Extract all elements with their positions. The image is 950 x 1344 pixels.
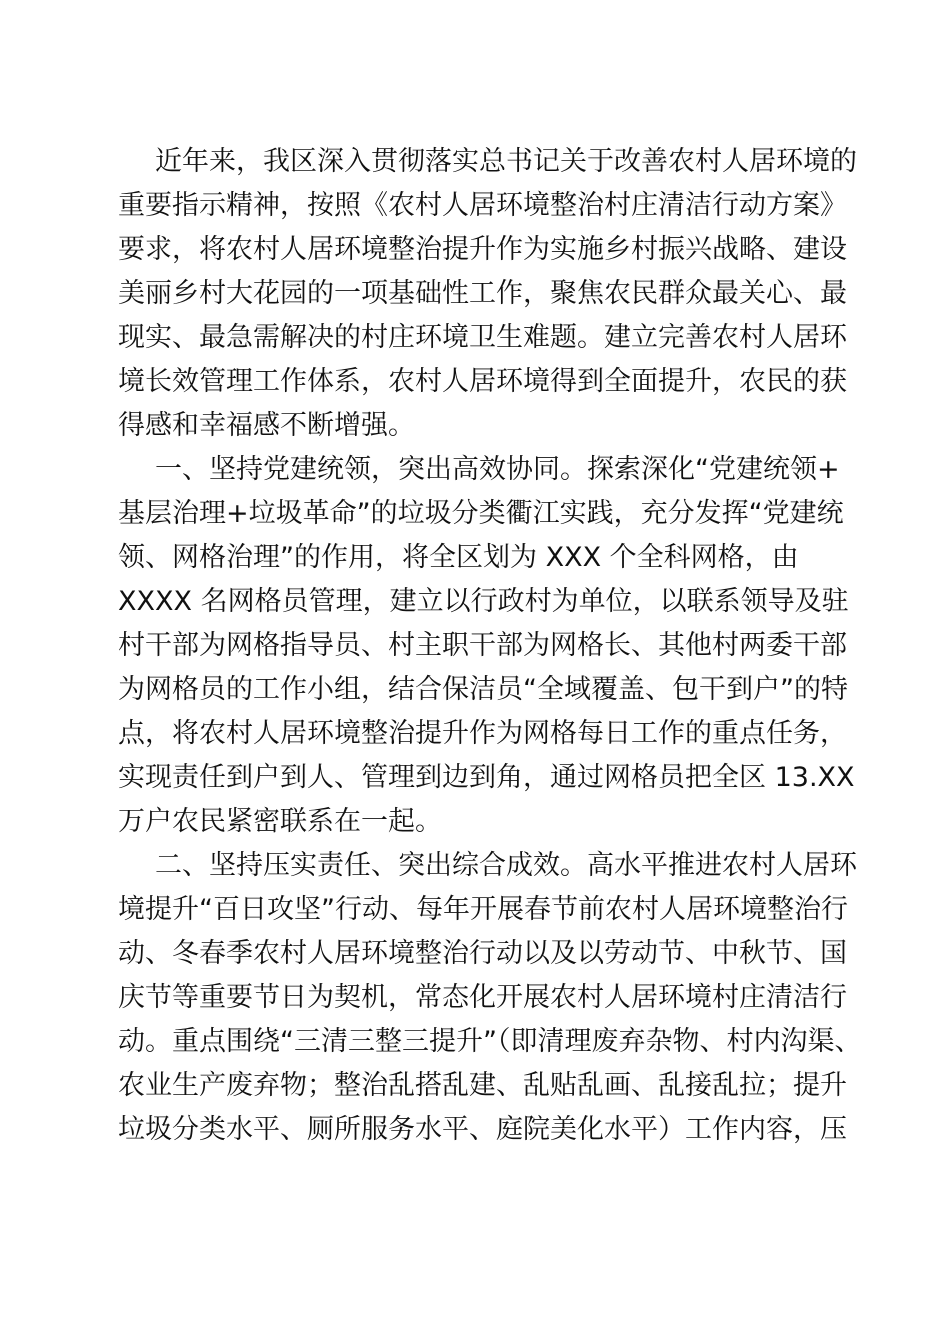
line-text: 村干部为网格指导员、村主职干部为网格长、其他村两委干部 [118, 630, 847, 661]
line-text: XXXX 名网格员管理，建立以行政村为单位，以联系领导及驻 [118, 586, 849, 617]
line-text: 实现责任到户到人、管理到边到角，通过网格员把全区 13.XX [118, 762, 855, 793]
paragraph-3-line-4 [0, 976, 950, 1020]
paragraph-2-line-9 [0, 800, 950, 844]
line-text: 近年来，我区深入贯彻落实总书记关于改善农村人居环境的 [155, 146, 857, 177]
paragraph-2-line-2 [0, 492, 950, 536]
line-text: 境长效管理工作体系，农村人居环境得到全面提升，农民的获 [118, 366, 847, 397]
line-text: 一、坚持党建统领，突出高效协同。探索深化“党建统领+ [155, 454, 840, 485]
line-text: 境提升“百日攻坚”行动、每年开展春节前农村人居环境整治行 [118, 894, 848, 925]
line-text: 要求，将农村人居环境整治提升作为实施乡村振兴战略、建设 [118, 234, 847, 265]
paragraph-3-line-5 [0, 1020, 950, 1064]
paragraph-1-line-6 [0, 360, 950, 404]
paragraph-3-line-2 [0, 888, 950, 932]
line-text: 美丽乡村大花园的一项基础性工作，聚焦农民群众最关心、最 [118, 278, 847, 309]
paragraph-1-line-4 [0, 272, 950, 316]
paragraph-1-line-3 [0, 228, 950, 272]
line-text: 点，将农村人居环境整治提升作为网格每日工作的重点任务， [118, 718, 847, 749]
paragraph-2-line-6 [0, 668, 950, 712]
paragraph-3-line-1 [0, 844, 950, 888]
line-text: 庆节等重要节日为契机，常态化开展农村人居环境村庄清洁行 [118, 982, 847, 1013]
paragraph-2-line-1 [0, 448, 950, 492]
paragraph-3-line-7 [0, 1108, 950, 1152]
line-text: 为网格员的工作小组，结合保洁员“全域覆盖、包干到户”的特 [118, 674, 848, 705]
line-text: 基层治理+垃圾革命”的垃圾分类衢江实践，充分发挥“党建统 [118, 498, 844, 529]
paragraph-2-line-4 [0, 580, 950, 624]
line-text: 现实、最急需解决的村庄环境卫生难题。建立完善农村人居环 [118, 322, 847, 353]
line-text: 万户农民紧密联系在一起。 [118, 806, 442, 837]
paragraph-3-line-3 [0, 932, 950, 976]
paragraph-1-line-5 [0, 316, 950, 360]
paragraph-2-line-8 [0, 756, 950, 800]
line-text: 领、网格治理”的作用，将全区划为 XXX 个全科网格，由 [118, 542, 799, 573]
line-text: 重要指示精神，按照《农村人居环境整治村庄清洁行动方案》 [118, 190, 847, 221]
line-text: 农业生产废弃物；整治乱搭乱建、乱贴乱画、乱接乱拉；提升 [118, 1070, 847, 1101]
line-text: 动。重点围绕“三清三整三提升”（即清理废弃杂物、村内沟渠、 [118, 1026, 862, 1057]
line-text: 动、冬春季农村人居环境整治行动以及以劳动节、中秋节、国 [118, 938, 847, 969]
paragraph-1-line-1 [0, 140, 950, 184]
line-text: 二、坚持压实责任、突出综合成效。高水平推进农村人居环 [155, 850, 857, 881]
line-text: 得感和幸福感不断增强。 [118, 410, 415, 441]
paragraph-1-line-7 [0, 404, 950, 448]
paragraph-2-line-5 [0, 624, 950, 668]
paragraph-2-line-7 [0, 712, 950, 756]
paragraph-3-line-6 [0, 1064, 950, 1108]
line-text: 垃圾分类水平、厕所服务水平、庭院美化水平）工作内容，压 [118, 1114, 847, 1145]
paragraph-1-line-2 [0, 184, 950, 228]
paragraph-2-line-3 [0, 536, 950, 580]
